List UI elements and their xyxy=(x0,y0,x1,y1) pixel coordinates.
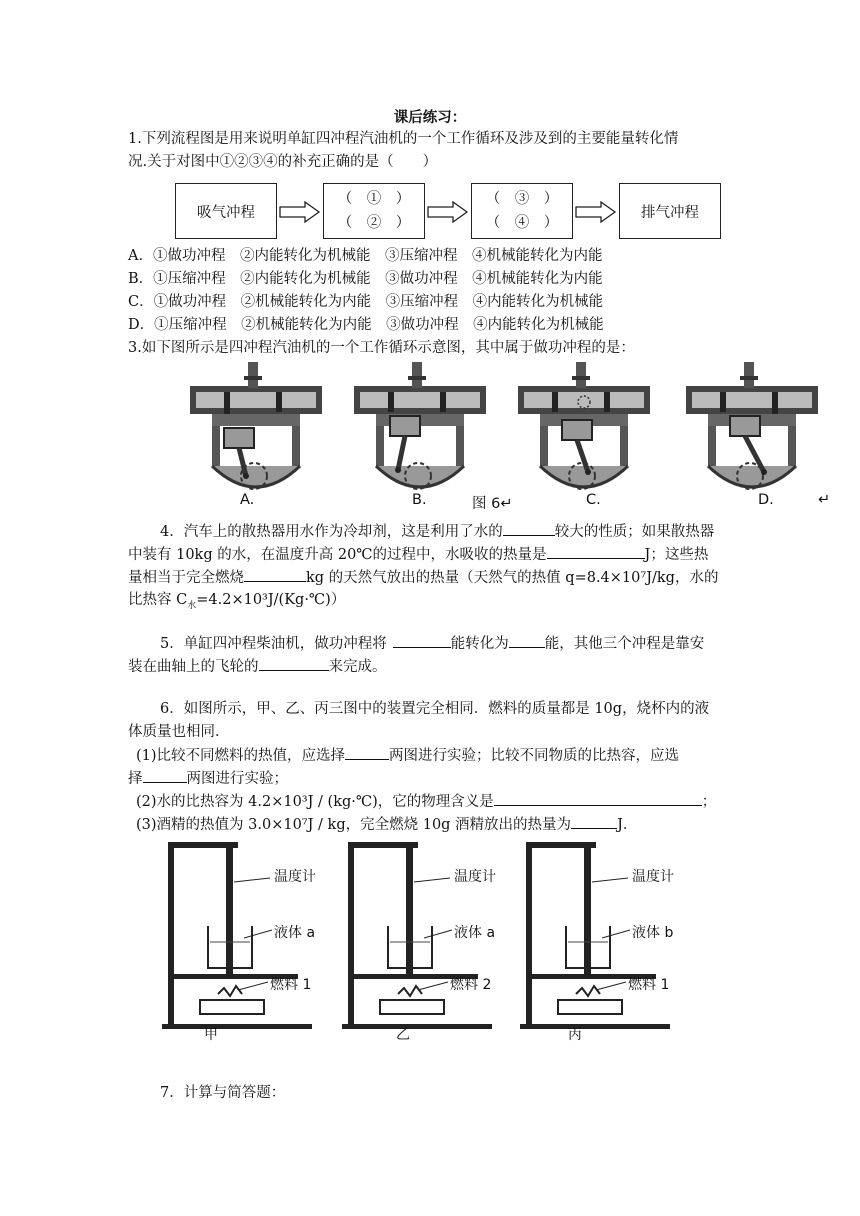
q1-option-b: B．①压缩冲程 ②内能转化为机械能 ③做功冲程 ④机械能转化为内能 xyxy=(128,271,603,287)
q5-line1 xyxy=(160,632,704,655)
q6-blank-1 xyxy=(345,744,389,760)
engine-diagram-d xyxy=(680,358,824,508)
engine-label-b: B. xyxy=(412,492,427,508)
q5-blank-3 xyxy=(259,655,329,671)
q1-option-c: C．①做功冲程 ②机械能转化为内能 ③压缩冲程 ④内能转化为机械能 xyxy=(128,294,604,310)
q4-line1-b: 较大的性质；如果散热器 xyxy=(554,524,715,540)
q6-line5 xyxy=(136,790,716,813)
apparatus-jia-caption: 甲 xyxy=(204,1027,218,1043)
engine-diagram-row xyxy=(180,358,840,508)
q6-blank-2 xyxy=(143,767,187,783)
q5-blank-2 xyxy=(509,632,545,648)
q4-line3-b: kg 的天然气放出的热量（天然气的热值 q=8.4×10⁷J/kg，水的 xyxy=(306,570,719,586)
apparatus-jia-liquid-label: 液体 a xyxy=(274,925,316,941)
q7-text: 7．计算与简答题： xyxy=(160,1085,286,1101)
apparatus-bing-drawing xyxy=(518,838,718,1048)
flow-box-exhaust xyxy=(619,183,721,239)
line-end-mark: ↵ xyxy=(818,492,831,508)
q4-line3 xyxy=(128,566,718,589)
flow-arrow-1 xyxy=(279,201,321,223)
flow-box-intake xyxy=(175,183,277,239)
flow-box-2-bottom: （ ② ） xyxy=(337,215,411,231)
flow-arrow-3 xyxy=(575,201,617,223)
flow-box-3 xyxy=(471,183,573,239)
q5-blank-1 xyxy=(393,632,451,648)
q1-flowchart xyxy=(175,183,735,243)
q1-line1: 1.下列流程图是用来说明单缸四冲程汽油机的一个工作循环及涉及到的主要能量转化情 xyxy=(128,131,679,147)
apparatus-jia-drawing xyxy=(160,838,360,1048)
apparatus-bing xyxy=(518,838,718,1048)
flow-box-2 xyxy=(323,183,425,239)
flow-box-3-top: （ ③ ） xyxy=(485,191,559,207)
apparatus-bing-liquid-label: 液体 b xyxy=(632,925,674,941)
apparatus-bing-caption: 丙 xyxy=(568,1027,582,1043)
apparatus-yi-thermometer-label: 温度计 xyxy=(454,869,496,885)
q6-line5-a: (2)水的比热容为 4.2×10³J / (kg·℃)，它的物理含义是 xyxy=(136,794,494,810)
page-title: 课后练习： xyxy=(393,109,467,126)
apparatus-bing-fuel-label: 燃料 1 xyxy=(628,977,670,993)
apparatus-yi xyxy=(340,838,540,1048)
q6-line3-a: (1)比较不同燃料的热值，应选择 xyxy=(136,748,346,764)
flow-arrow-2 xyxy=(427,201,469,223)
q4-line3-a: 量相当于完全燃烧 xyxy=(128,570,244,586)
apparatus-yi-fuel-label: 燃料 2 xyxy=(450,977,492,993)
engine-diagram-b xyxy=(348,358,492,508)
q5-line1-c: 能，其他三个冲程是靠安 xyxy=(544,636,705,652)
q1-option-a: A．①做功冲程 ②内能转化为机械能 ③压缩冲程 ④机械能转化为内能 xyxy=(128,248,603,264)
q1-line2: 况.关于对图中①②③④的补充正确的是（ ） xyxy=(128,154,438,170)
q4-line2-b: J；这些热 xyxy=(644,547,709,563)
flow-box-2-top: （ ① ） xyxy=(337,191,411,207)
q6-blank-3 xyxy=(494,790,702,806)
q4-line1 xyxy=(160,520,714,543)
apparatus-jia-fuel-label: 燃料 1 xyxy=(270,977,312,993)
q6-line6-a: (3)酒精的热值为 3.0×10⁷J / kg，完全燃烧 10g 酒精放出的热量为 xyxy=(136,817,572,833)
q5-line1-a: 5．单缸四冲程柴油机，做功冲程将 xyxy=(160,636,387,652)
q5-line2 xyxy=(128,655,387,678)
apparatus-jia-thermometer-label: 温度计 xyxy=(274,869,316,885)
q4-blank-1 xyxy=(503,520,555,536)
q5-line2-a: 装在曲轴上的飞轮的 xyxy=(128,659,259,675)
q1-option-d: D．①压缩冲程 ②机械能转化为内能 ③做功冲程 ④内能转化为机械能 xyxy=(128,317,604,333)
figure-label: 图 6↵ xyxy=(472,496,513,512)
q6-line6-b: J． xyxy=(617,817,638,833)
flow-box-intake-label: 吸气冲程 xyxy=(197,204,255,221)
q3-text: 3.如下图所示是四冲程汽油机的一个工作循环示意图，其中属于做功冲程的是： xyxy=(128,340,635,356)
engine-diagram-c xyxy=(512,358,656,508)
apparatus-yi-caption: 乙 xyxy=(396,1027,410,1043)
q4-blank-2 xyxy=(547,543,645,559)
q5-line2-b: 来完成。 xyxy=(328,659,387,675)
q6-line3 xyxy=(136,744,679,767)
flow-box-3-bottom: （ ④ ） xyxy=(485,215,559,231)
q6-line3-b: 两图进行实验；比较不同物质的比热容，应选 xyxy=(389,748,680,764)
q4-line4-b: =4.2×10³J/(Kg·℃)） xyxy=(196,592,346,608)
apparatus-bing-thermometer-label: 温度计 xyxy=(632,869,674,885)
q4-line2 xyxy=(128,543,708,566)
q6-line1: 6．如图所示，甲、乙、丙三图中的装置完全相同．燃料的质量都是 10g，烧杯内的液 xyxy=(160,701,710,717)
q6-line5-b: ； xyxy=(701,794,717,810)
engine-label-c: C. xyxy=(586,492,601,508)
q6-line2: 体质量也相同． xyxy=(128,724,230,740)
q4-line4-a: 比热容 C xyxy=(128,592,188,608)
q6-line4 xyxy=(128,767,288,790)
q5-line1-b: 能转化为 xyxy=(450,636,509,652)
engine-label-d: D. xyxy=(758,492,774,508)
q4-line2-a: 中装有 10kg 的水，在温度升高 20℃的过程中，水吸收的热量是 xyxy=(128,547,547,563)
q4-line4-sub: 水 xyxy=(187,600,197,611)
q4-line4 xyxy=(128,589,345,617)
apparatus-yi-drawing xyxy=(340,838,540,1048)
q6-line6 xyxy=(136,813,637,836)
engine-diagram-a xyxy=(184,358,328,508)
q6-line4-b: 两图进行实验； xyxy=(186,771,288,787)
engine-label-a: A. xyxy=(240,492,255,508)
q6-line4-a: 择 xyxy=(128,771,143,787)
q4-line1-a: 4．汽车上的散热器用水作为冷却剂，这是利用了水的 xyxy=(160,524,503,540)
apparatus-yi-liquid-label: 液体 a xyxy=(454,925,496,941)
q4-blank-3 xyxy=(244,566,306,582)
flow-box-exhaust-label: 排气冲程 xyxy=(641,204,699,221)
q6-blank-4 xyxy=(571,813,617,829)
apparatus-jia xyxy=(160,838,360,1048)
